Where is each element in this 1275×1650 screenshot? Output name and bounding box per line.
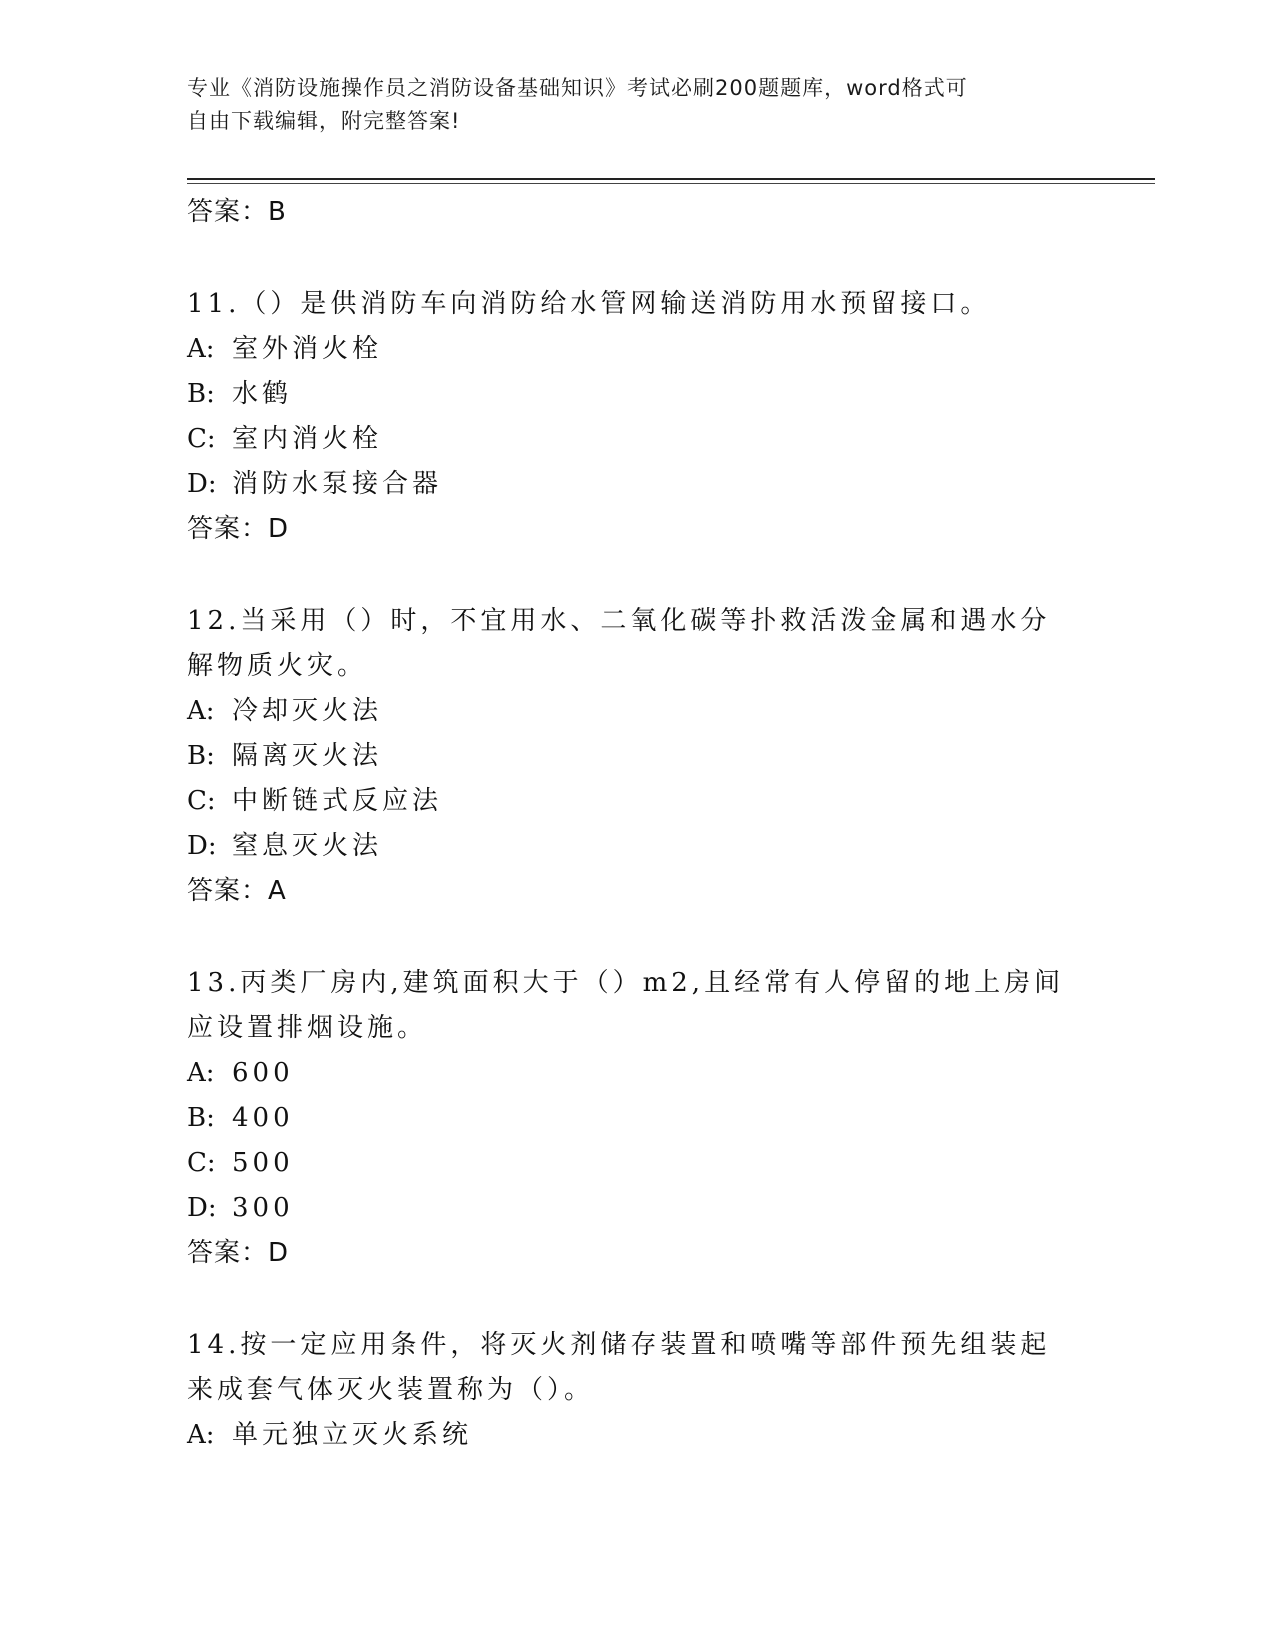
option-letter: A: (187, 1420, 215, 1450)
answer-value: B (268, 197, 287, 227)
document-header (187, 72, 1067, 138)
option-letter: A: (187, 1058, 215, 1088)
question-14 (187, 1323, 1077, 1458)
spacer (187, 551, 1077, 599)
option-c (187, 1141, 1077, 1186)
answer-label: 答案： (187, 1238, 269, 1268)
option-letter: C: (187, 786, 216, 816)
answer-line (187, 507, 1077, 551)
answer-label: 答案： (187, 514, 269, 544)
option-letter: D: (187, 831, 217, 861)
option-letter: B: (187, 379, 215, 409)
spacer (187, 1275, 1077, 1323)
option-letter: D: (187, 469, 217, 499)
option-a (187, 327, 1077, 372)
option-text: 冷却灭火法 (232, 696, 383, 726)
header-line-2: 自由下载编辑，附完整答案! (187, 109, 461, 133)
option-text: 单元独立灭火系统 (232, 1420, 473, 1450)
option-text: 窒息灭火法 (232, 831, 383, 861)
document-body (187, 190, 1077, 1458)
option-a (187, 1413, 1077, 1458)
option-letter: A: (187, 696, 215, 726)
option-d (187, 1186, 1077, 1231)
option-text: 500 (232, 1148, 294, 1178)
spacer (187, 913, 1077, 961)
question-12 (187, 599, 1077, 913)
option-letter: A: (187, 334, 215, 364)
option-b (187, 1096, 1077, 1141)
question-13 (187, 961, 1077, 1275)
option-text: 中断链式反应法 (232, 786, 443, 816)
answer-value: D (268, 1238, 290, 1268)
question-stem: 11.（）是供消防车向消防给水管网输送消防用水预留接口。 (187, 289, 991, 319)
question-11 (187, 282, 1077, 551)
option-letter: D: (187, 1193, 217, 1223)
option-text: 室外消火栓 (232, 334, 383, 364)
option-letter: B: (187, 741, 215, 771)
header-line-1: 专业《消防设施操作员之消防设备基础知识》考试必刷200题题库，word格式可 (187, 76, 968, 100)
option-letter: C: (187, 1148, 216, 1178)
option-b (187, 734, 1077, 779)
answer-line (187, 190, 1077, 234)
header-divider-thick (187, 178, 1155, 180)
answer-line (187, 869, 1077, 913)
option-text: 400 (232, 1103, 294, 1133)
option-d (187, 824, 1077, 869)
answer-value: A (268, 876, 287, 906)
option-a (187, 1051, 1077, 1096)
answer-line (187, 1231, 1077, 1275)
option-d (187, 462, 1077, 507)
option-text: 隔离灭火法 (232, 741, 383, 771)
option-text: 室内消火栓 (232, 424, 383, 454)
option-text: 消防水泵接合器 (232, 469, 443, 499)
option-a (187, 689, 1077, 734)
option-b (187, 372, 1077, 417)
option-c (187, 417, 1077, 462)
option-text: 600 (232, 1058, 294, 1088)
spacer (187, 234, 1077, 282)
answer-label: 答案： (187, 876, 269, 906)
option-letter: B: (187, 1103, 215, 1133)
option-text: 300 (232, 1193, 294, 1223)
option-c (187, 779, 1077, 824)
answer-value: D (268, 514, 290, 544)
option-letter: C: (187, 424, 216, 454)
header-divider-thin (187, 183, 1155, 184)
option-text: 水鹤 (232, 379, 293, 409)
question-stem: 14.按一定应用条件，将灭火剂储存装置和喷嘴等部件预先组装起来成套气体灭火装置称为（）。 (187, 1330, 1051, 1405)
question-stem: 12.当采用（）时，不宜用水、二氧化碳等扑救活泼金属和遇水分解物质火灾。 (187, 606, 1051, 681)
answer-label: 答案： (187, 197, 269, 227)
question-stem: 13.丙类厂房内,建筑面积大于（）m2,且经常有人停留的地上房间应设置排烟设施。 (187, 968, 1065, 1043)
